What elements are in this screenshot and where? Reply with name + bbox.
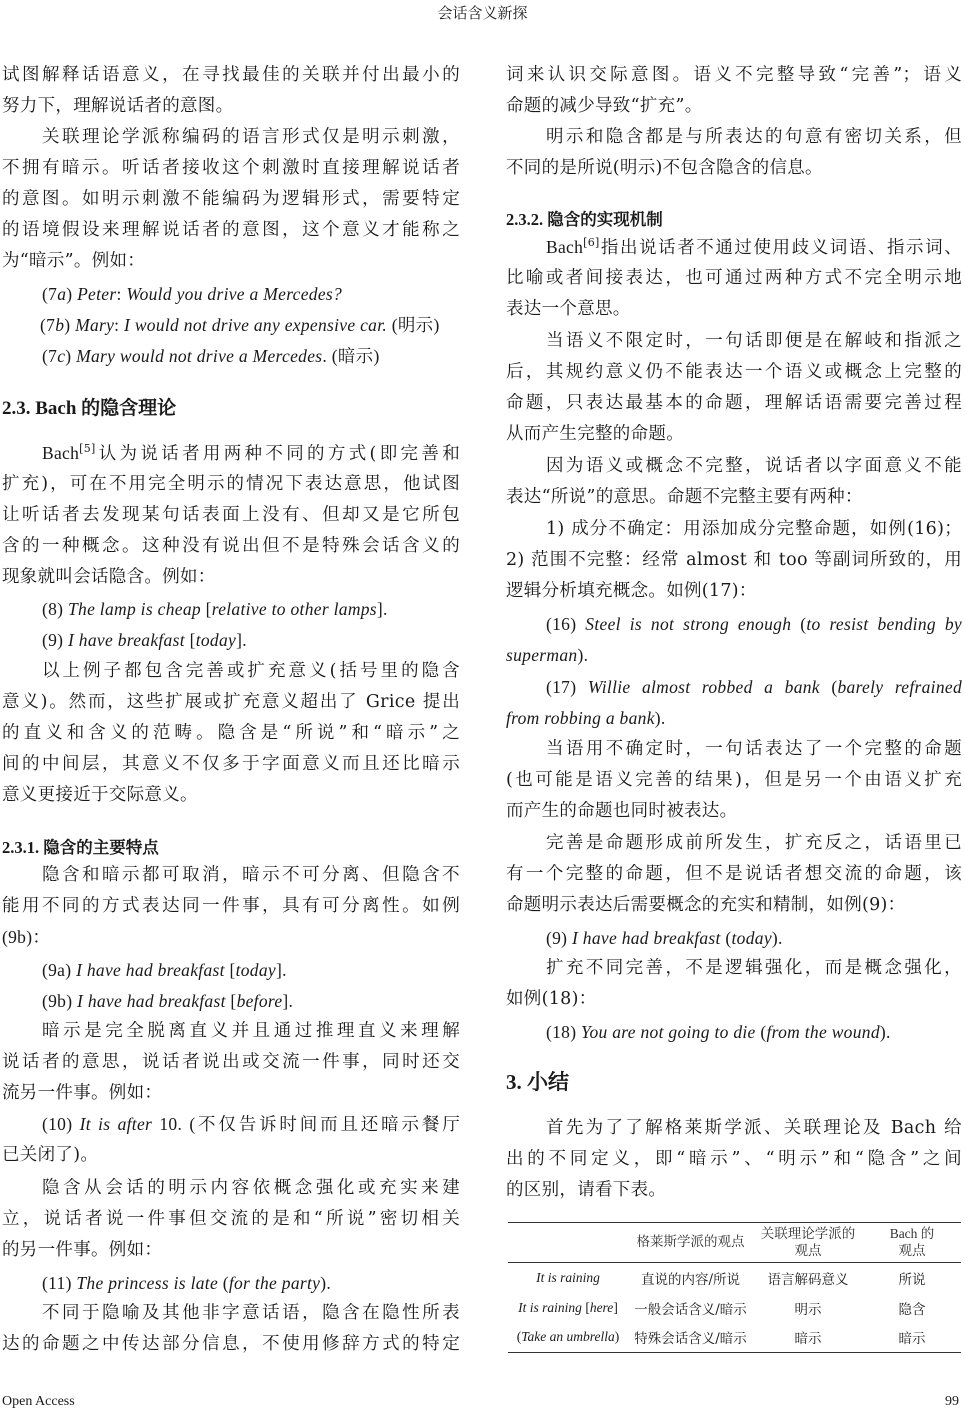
section-heading-2-3-1: 2.3.1. 隐含的主要特点 [2,838,159,857]
paragraph-line: 的区别，请看下表。 [506,1180,667,1200]
paragraph-line: Bach[6]指出说话者不通过使用歧义词语、指示词、 [546,236,962,258]
example-17: (17) Willie almost robbed a bank (barely refrained [546,677,963,697]
example-9: (9) I have breakfast [today]. [42,630,247,650]
example-18: (18) You are not going to die (from the wound). [546,1022,891,1042]
paragraph-line: 不拥有暗示。听话者接收这个刺激时直接理解说话者 [2,158,460,178]
paragraph-line: 达的命题之中传达部分信息，不使用修辞方式的特定 [2,1334,460,1354]
paragraph-line: 含的一种概念。这种没有说出但不是特殊会话含义的 [2,536,460,556]
paragraph-line: 有一个完整的命题，但不是说话者想交流的命题，该 [506,864,962,884]
table-row [508,1293,961,1323]
paragraph-line: 因为语义或概念不完整，说话者以字面意义不能 [546,456,962,476]
paragraph-line: 以上例子都包含完善或扩充意义(括号里的隐含 [42,661,460,681]
paragraph-line: 命题明示表达后需要概念的充实和精制，如例(9)： [506,895,906,915]
table-cell-example: It is raining [here] [518,1299,618,1315]
table-cell-bach: 暗示 [898,1331,926,1348]
paragraph-line: 表达一个意思。 [506,299,631,319]
example-11: (11) The princess is late (for the party). [42,1273,332,1293]
paragraph-line: 扩充)，可在不用完全明示的情况下表达意思，他试图 [2,474,460,494]
example-17-continuation: from robbing a bank). [506,708,666,728]
paragraph-line: 能用不同的方式表达同一件事，具有可分离性。如例 [2,896,460,916]
table-cell-grice: 特殊会话含义/暗示 [634,1331,747,1348]
table-cell-bach: 隐含 [898,1301,926,1318]
paragraph-line: 间的中间层，其意义不仅多于字面意义而且还比暗示 [2,754,460,774]
paragraph-line: 试图解释话语意义，在寻找最佳的关联并付出最小的 [2,65,460,85]
paragraph-line: 扩充不同完善，不是逻辑强化，而是概念强化， [546,958,962,978]
paragraph-line: 为“暗示”。例如： [2,251,146,271]
paragraph-line: 命题，只表达最基本的命题，理解话语需要完善过程 [506,393,962,413]
paragraph-line: 后，其规约意义仍不能表达一个语义或概念上完整的 [506,362,962,382]
paragraph-line: 明示和隐含都是与所表达的句意有密切关系，但 [546,127,962,147]
table-header-cell: Bach 的 观点 [889,1226,935,1259]
paragraph-line: 从而产生完整的命题。 [506,424,684,444]
section-heading-2-3: 2.3. Bach 的隐含理论 [2,398,177,419]
paragraph-line: 逻辑分析填充概念。如例(17)： [506,581,757,601]
paragraph-line: 而产生的命题也同时被表达。 [506,801,738,821]
paragraph-line: 完善是命题形成前所发生，扩充反之，话语里已 [546,833,962,853]
paragraph-line: 流另一件事。例如： [2,1083,163,1103]
example-8: (8) The lamp is cheap [relative to other lamps]. [42,599,388,619]
paragraph-line: 的直义和含义的范畴。隐含是“所说”和“暗示”之 [2,723,460,743]
table-header-cell [508,1223,628,1263]
table-cell-relevance: 暗示 [794,1331,822,1348]
paragraph-line: 的另一件事。例如： [2,1240,163,1260]
citation-ref[interactable]: [5] [79,442,96,456]
citation-ref[interactable]: [6] [583,236,600,250]
example-9b: (9b) I have had breakfast [before]. [42,991,294,1011]
table-cell-grice: 直说的内容/所说 [640,1271,741,1288]
table-cell-relevance: 明示 [794,1301,822,1318]
example-16: (16) Steel is not strong enough (to resist bending by [546,614,962,634]
table-header-row [508,1223,961,1263]
paragraph-line: 隐含从会话的明示内容依概念强化或充实来建 [42,1178,460,1198]
paragraph-line: 现象就叫会话隐含。例如： [2,567,216,587]
paragraph-line: 让听话者去发现某句话表面上没有、但却又是它所包 [2,505,460,525]
paragraph-line: 首先为了了解格莱斯学派、关联理论及 Bach 给 [546,1118,962,1138]
example-9a: (9a) I have had breakfast [today]. [42,960,287,980]
page-number: 99 [945,1394,959,1409]
paragraph-line: Bach[5]认为说话者用两种不同的方式(即完善和 [42,442,460,464]
paragraph-line: 出的不同定义，即“暗示”、“明示”和“隐含”之间 [506,1149,962,1169]
comparison-table [508,1222,961,1353]
example-10: (10) It is after 10. (不仅告诉时间而且还暗示餐厅 [42,1114,460,1134]
paragraph-line: 不同的是所说(明示)不包含隐含的信息。 [506,158,823,178]
paragraph-line: 立，说话者说一件事但交流的是和“所说”密切相关 [2,1209,460,1229]
paragraph-line: 当语用不确定时，一句话表达了一个完整的命题 [546,739,962,759]
table-row [508,1263,961,1293]
paragraph-line: 词来认识交际意图。语义不完整导致“完善”；语义 [506,65,962,85]
table-cell-bach: 所说 [898,1271,926,1288]
running-header-title: 会话含义新探 [437,4,528,22]
paragraph-line: 关联理论学派称编码的语言形式仅是明示刺激， [42,127,460,147]
paragraph-line: 隐含和暗示都可取消，暗示不可分离、但隐含不 [42,865,460,885]
paragraph-line: 意义更接近于交际意义。 [2,785,198,805]
table-cell-example: It is raining [536,1269,600,1285]
paragraph-line: 暗示是完全脱离直义并且通过推理直义来理解 [42,1021,460,1041]
paragraph-line: 1) 成分不确定：用添加成分完整命题，如例(16)； [546,519,962,539]
example-9-right: (9) I have had breakfast (today). [546,928,783,948]
section-heading-2-3-2: 2.3.2. 隐含的实现机制 [506,210,663,229]
paragraph-line: (也可能是语义完善的结果)，但是另一个由语义扩充 [506,770,962,790]
paragraph-line: 命题的减少导致“扩充”。 [506,96,703,116]
paragraph-line: 当语义不限定时，一句话即便是在解岐和指派之 [546,331,962,351]
table-cell-relevance: 语言解码意义 [767,1271,849,1288]
paragraph-line: 说话者的意思，说话者说出或交流一件事，同时还交 [2,1052,460,1072]
example-16-continuation: superman). [506,645,589,665]
table-header-cell: 格莱斯学派的观点 [636,1234,745,1250]
table-header-cell: 关联理论学派的 观点 [760,1225,856,1259]
table-cell-grice: 一般会话含义/暗示 [634,1301,747,1318]
table-row [508,1323,961,1353]
paragraph-line: 表达“所说”的意思。命题不完整主要有两种： [506,487,863,507]
paragraph-line: (9b)： [2,927,51,947]
table-cell-example: (Take an umbrella) [516,1329,620,1345]
example-7c: (7c) Mary would not drive a Mercedes. (暗示) [42,346,380,366]
example-7b: (7b) Mary: I would not drive any expensive car. (明示) [40,315,440,335]
paragraph-line: 的意图。如明示刺激不能编码为逻辑形式，需要特定 [2,189,460,209]
example-7a: (7a) Peter: Would you drive a Mercedes? [42,284,343,304]
example-10-continuation: 已关闭了)。 [2,1145,99,1165]
section-heading-3: 3. 小结 [506,1070,569,1094]
paragraph-line: 不同于隐喻及其他非字意话语，隐含在隐性所表 [42,1303,460,1323]
paragraph-line: 意义)。然而，这些扩展或扩充意义超出了 Grice 提出 [2,692,460,712]
footer-open-access: Open Access [2,1394,75,1409]
paragraph-line: 2) 范围不完整：经常 almost 和 too 等副词所致的，用 [506,550,962,570]
paragraph-line: 的语境假设来理解说话者的意图，这个意义才能称之 [2,220,460,240]
paragraph-line: 比喻或者间接表达，也可通过两种方式不完全明示地 [506,268,962,288]
paragraph-line: 努力下，理解说话者的意图。 [2,96,234,116]
paragraph-line: 如例(18)： [506,989,597,1009]
